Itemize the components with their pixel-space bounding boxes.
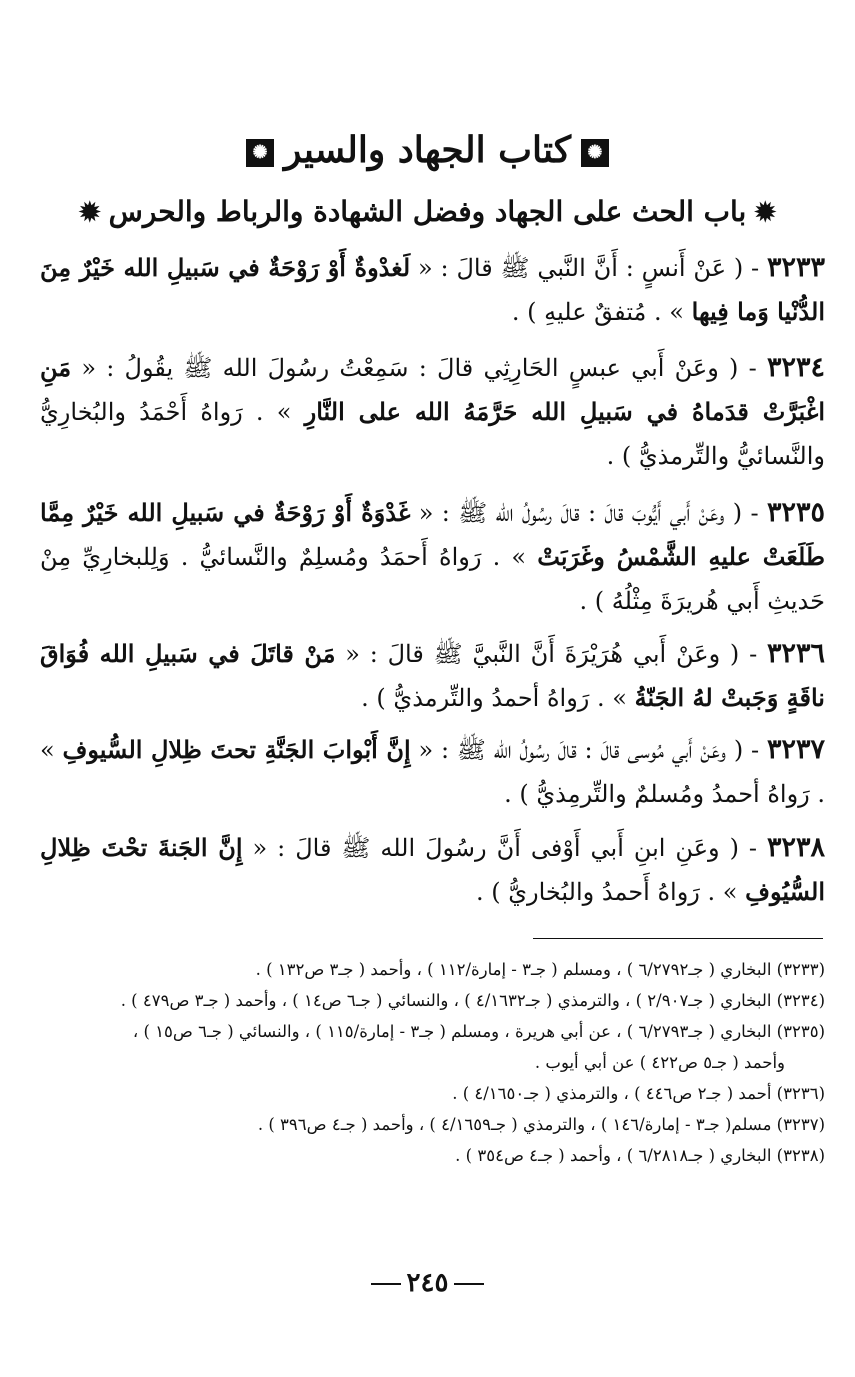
hadith-intro: - ( وعَنْ أَبي هُرَيْرَةَ أَنَّ النَّبيَّ ﷺ قالَ : «: [345, 640, 758, 668]
book-title: [0, 128, 855, 172]
hadith-number: ٣٢٣٧: [766, 734, 825, 765]
footnote: (٣٢٣٨) البخاري ( جـ٦/٢٨١٨ ) ، وأحمد ( جـ٤ ص٣٥٤ ) .: [455, 1146, 825, 1165]
footnote-separator: [533, 938, 823, 939]
hadith-entry: [40, 826, 825, 914]
footnote: (٣٢٣٧) مسلم( جـ٣ - إمارة/١٤٦ ) ، والترمذي ( جـ٤/١٦٥٩ ) ، وأحمد ( جـ٤ ص٣٩٦ ) .: [257, 1115, 825, 1134]
page-number-dash: [454, 1283, 484, 1285]
page-number: [0, 1268, 855, 1298]
footnote: (٣٢٣٤) البخاري ( جـ٢/٩٠٧ ) ، والترمذي ( جـ٤/١٦٣٢ ) ، والنسائي ( جـ٦ ص١٤ ) ، وأحمد ( جـ٣ ص٤٧٩ ) .: [120, 991, 825, 1010]
hadith-outro: » . رَواهُ أَحْمَدُ والبُخارِيُّ والنَّسائيُّ والتِّرمذيُّ ) .: [40, 398, 825, 470]
hadith-outro: » . رَواهُ أحمدُ والتِّرمذيُّ ) .: [361, 684, 627, 712]
ornament-box-icon: [246, 139, 274, 167]
hadith-number: ٣٢٣٣: [767, 252, 826, 283]
footnote: (٣٢٣٥) البخاري ( جـ٦/٢٧٩٣ ) ، عن أبي هريرة ، ومسلم ( جـ٣ - إمارة/١١٥ ) ، والنسائي ( جـ٦ ص١٥ ) ،: [132, 1022, 825, 1041]
hadith-matn: غَدْوَةٌ أَوْ رَوْحَةٌ في سَبيلِ الله خَيْرٌ مِمَّا طَلَعَتْ عليهِ الشَّمْسُ وغَرَبَتْ: [40, 498, 825, 571]
hadith-outro: » . رَواهُ أَحمدُ والبُخاريُّ ) .: [475, 878, 738, 906]
hadith-intro: - ( وعَنِ ابنِ أَبي أَوْفى أَنَّ رسُولَ الله ﷺ قالَ : «: [252, 834, 758, 862]
star-ornament-icon: ✹: [754, 198, 777, 228]
hadith-matn: إِنَّ الجَنةَ تحْتَ ظِلالِ السُّيُوفِ: [40, 833, 825, 906]
hadith-matn: مَنْ قاتَلَ في سَبيلِ الله فُوَاقَ ناقَةٍ وَجَبتْ لهُ الجَنّةُ: [40, 639, 825, 712]
footnotes: [40, 954, 825, 1171]
ornament-box-icon: [581, 139, 609, 167]
footnote: (٣٢٣٦) أحمد ( جـ٢ ص٤٤٦ ) ، والترمذي ( جـ٤/١٦٥٠ ) .: [452, 1084, 825, 1103]
hadith-entry: [40, 246, 825, 334]
hadith-number: ٣٢٣٥: [766, 497, 825, 528]
hadith-number: ٣٢٣٦: [766, 638, 825, 669]
hadith-outro: » . مُتفقٌ عليهِ ) .: [511, 298, 684, 326]
hadith-outro: » . رَواهُ أَحمَدُ ومُسلِمٌ والنَّسائيُّ . وَلِلبخارِيِّ مِنْ حَديثِ أَبي هُريرَةَ مِثْلُهُ ) .: [40, 543, 825, 615]
hadith-intro: - ( وعَنْ أَبي عبسٍ الحَارِثِي قالَ : سَمِعْتُ رسُولَ الله ﷺ يقُولُ : «: [81, 354, 757, 382]
hadith-entry: [40, 346, 825, 478]
hadith-outro: » . رَواهُ أحمدُ ومُسلمٌ والتِّرمِذيُّ ) .: [40, 736, 825, 808]
hadith-matn: إِنَّ أَبْوابَ الجَنَّةِ تحتَ ظِلالِ السُّيوفِ: [62, 735, 411, 764]
hadith-entry: [40, 728, 825, 816]
page-number-text: ٢٤٥: [406, 1268, 449, 1298]
hadith-intro: - ( وعَنْ أَبي مُوسى قالَ : قالَ رسُولُ الله ﷺ : «: [418, 736, 760, 764]
hadith-entry: [40, 632, 825, 720]
hadith-number: ٣٢٣٤: [766, 352, 825, 383]
hadith-number: ٣٢٣٨: [766, 832, 825, 863]
footnote-continuation: وأحمد ( جـ٥ ص٤٢٢ ) عن أبي أيوب .: [534, 1053, 785, 1072]
page-number-dash: [371, 1283, 401, 1285]
hadith-intro: - ( وعَنْ أَبي أَيُّوبَ قالَ : قالَ رسُولُ الله ﷺ : «: [418, 499, 759, 527]
star-ornament-icon: ✹: [78, 198, 101, 228]
hadith-intro: - ( عَنْ أَنسٍ : أَنَّ النَّبي ﷺ قالَ : «: [418, 254, 760, 282]
hadith-entry: [40, 491, 825, 623]
hadith-matn: مَنِ اغْبَرَّتْ قدَماهُ في سَبيلِ الله حَرَّمَهُ الله على النَّارِ: [40, 353, 825, 426]
hadith-matn: لَغدْوةٌ أَوْ رَوْحَةٌ في سَبيلِ الله خَيْرٌ مِنَ الدُّنْيا وَما فِيها: [40, 253, 825, 326]
chapter-title-text: باب الحث على الجهاد وفضل الشهادة والرباط والحرس: [108, 195, 747, 228]
chapter-title: [0, 192, 855, 233]
footnote: (٣٢٣٣) البخاري ( جـ٦/٢٧٩٢ ) ، ومسلم ( جـ٣ - إمارة/١١٢ ) ، وأحمد ( جـ٣ ص١٣٢ ) .: [255, 960, 825, 979]
book-title-text: كتاب الجهاد والسير: [284, 129, 571, 171]
